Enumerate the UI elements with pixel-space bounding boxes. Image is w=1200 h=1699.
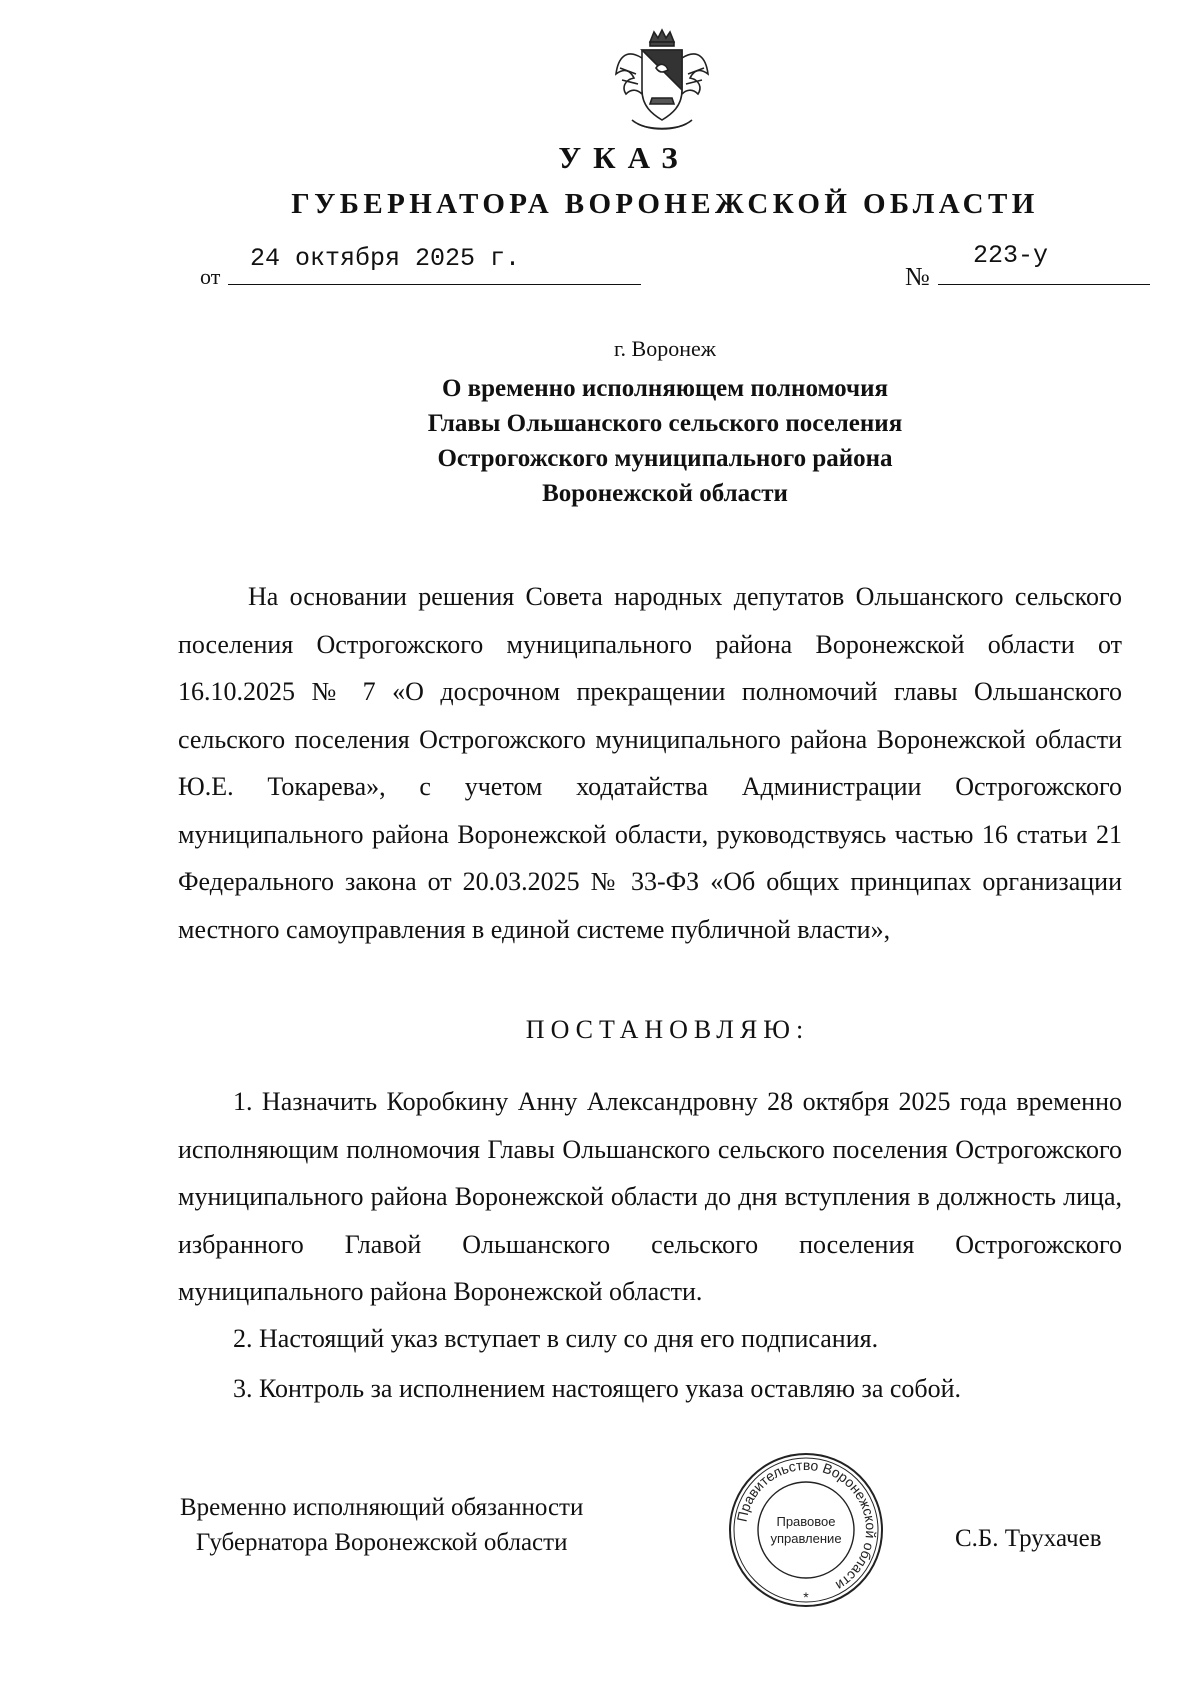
document-type-title: УКАЗ [558, 140, 690, 175]
decree-item-3: 3. Контроль за исполнением настоящего указа оставляю за собой. [233, 1374, 962, 1403]
document-date: 24 октября 2025 г. [250, 244, 521, 273]
subject-line: Воронежской области [542, 480, 788, 507]
number-label: № [905, 262, 930, 291]
number-underline [938, 284, 1150, 285]
stamp-center-line: Правовое [776, 1514, 836, 1529]
subject-line: Острогожского муниципального района [437, 445, 893, 472]
decree-item-2: 2. Настоящий указ вступает в силу со дня его подписания. [233, 1324, 879, 1353]
document-number: 223-у [973, 241, 1049, 270]
document-subject [300, 371, 1030, 511]
subject-line: О временно исполняющем полномочия [441, 375, 889, 402]
stamp-star: * [803, 1589, 809, 1605]
issuer-title: ГУБЕРНАТОРА ВОРОНЕЖСКОЙ ОБЛАСТИ [291, 188, 1039, 220]
signatory-name: С.Б. Трухачев [955, 1525, 1102, 1552]
decree-item-1: 1. Назначить Коробкину Анну Александровну 28 октября 2025 года временно исполняющим полномочия Главы Ольшанского сельского поселения Острогожского муниципального района Воронежской области до дня вступления в должность лица, избранного Главой Ольшанского сельского поселения Острогожского муниципального района Воронежской области. [178, 1087, 1122, 1306]
official-stamp [726, 1450, 886, 1610]
decree-heading: ПОСТАНОВЛЯЮ: [525, 1015, 810, 1044]
stamp-ring-text: Правительство Воронежской области [733, 1456, 880, 1594]
coat-of-arms-emblem [612, 28, 712, 134]
position-line: Губернатора Воронежской области [195, 1529, 568, 1556]
signatory-position [180, 1490, 583, 1560]
stamp-center-line: управление [770, 1531, 842, 1546]
subject-line: Главы Ольшанского сельского поселения [427, 410, 903, 437]
city-name: г. Воронеж [614, 336, 716, 361]
date-underline [228, 284, 641, 285]
date-number-row [200, 241, 1130, 291]
date-prefix: от [200, 264, 221, 289]
position-line: Временно исполняющий обязанности [180, 1494, 584, 1521]
preamble-paragraph: На основании решения Совета народных депутатов Ольшанского сельского поселения Острогожского муниципального района Воронежской области от 16.10.2025 № 7 «О досрочном прекращении полномочий главы Ольшанского сельского поселения Острогожского муниципального района Воронежской области Ю.Е. Токарева», с учетом ходатайства Администрации Острогожского муниципального района Воронежской области, руководствуясь частью 16 статьи 21 Федерального закона от 20.03.2025 № 33-ФЗ «Об общих принципах организации местного самоуправления в единой системе публичной власти», [178, 582, 1122, 944]
